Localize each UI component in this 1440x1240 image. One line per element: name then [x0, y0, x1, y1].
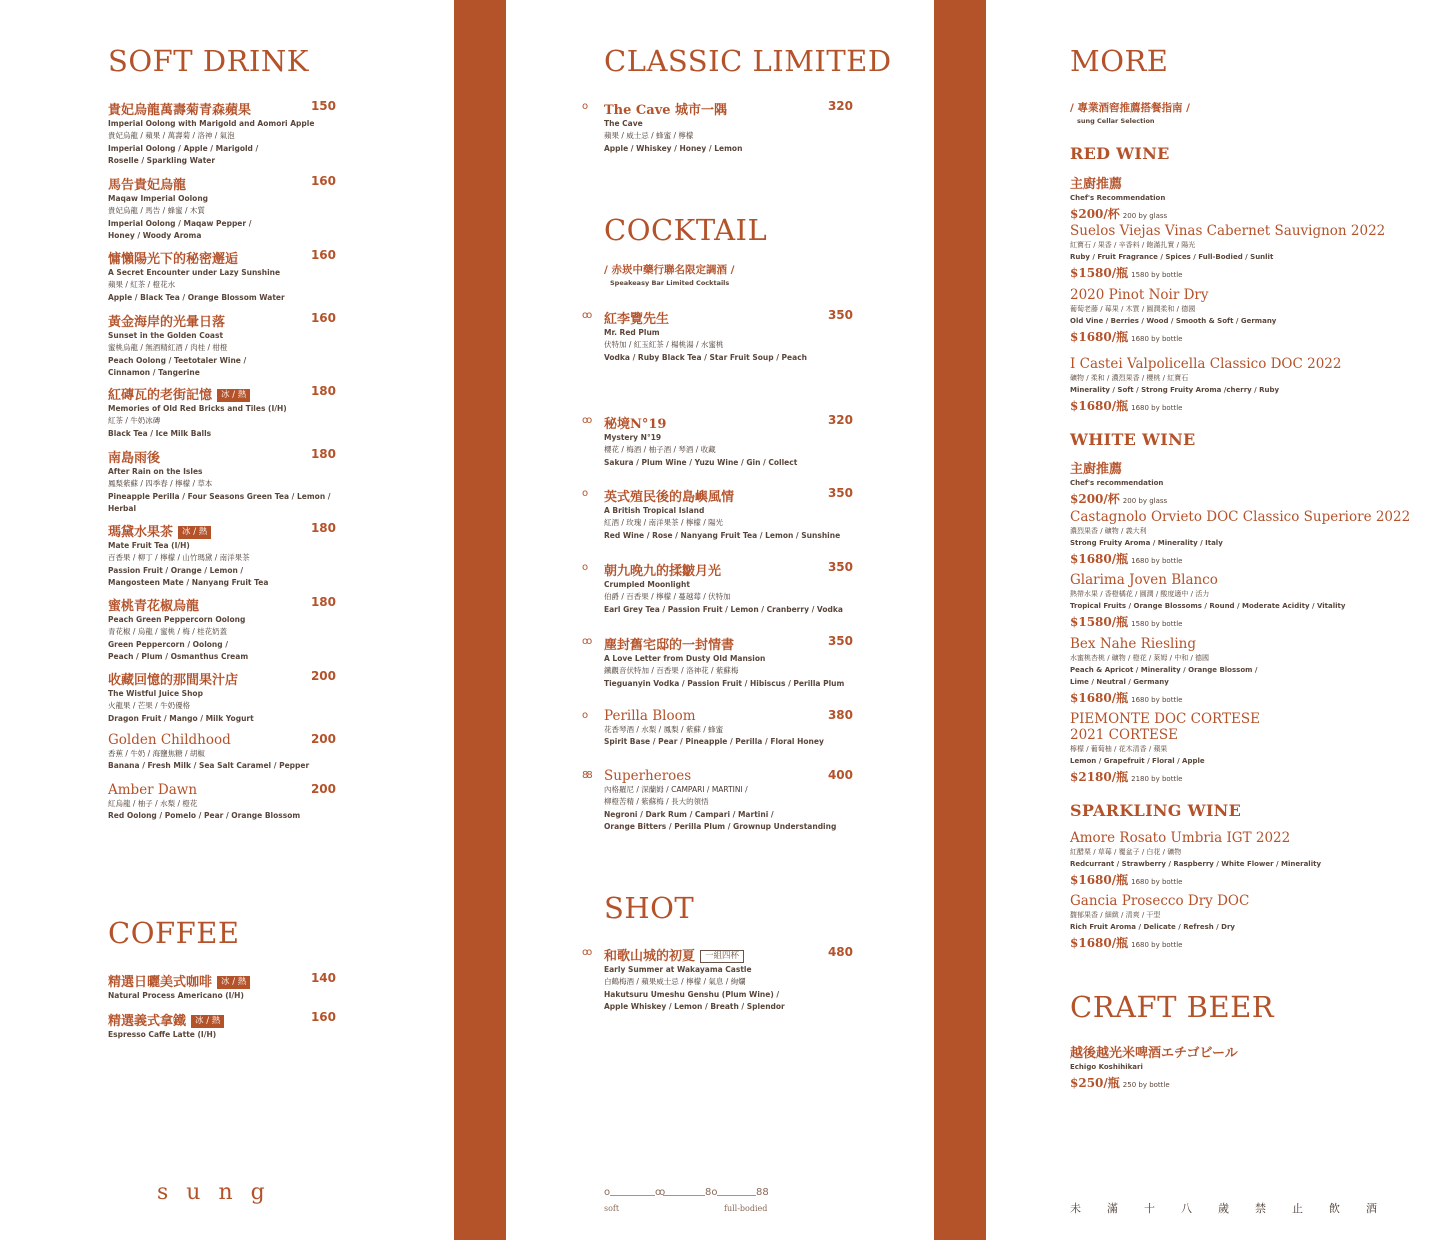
red-wine-title: RED WINE — [1070, 144, 1170, 163]
wine-item — [1070, 830, 1321, 888]
menu-item — [108, 174, 336, 243]
item-description: Peach / Plum / Osmanthus Cream — [108, 652, 249, 662]
item-description: The Cave — [604, 119, 643, 128]
column-left — [108, 0, 338, 1240]
wine-price-note: 1680 by bottle — [1131, 557, 1183, 565]
menu-item — [582, 560, 853, 616]
item-description: Maqaw Imperial Oolong — [108, 194, 209, 203]
temp-tag: 冰 / 熱 — [217, 976, 250, 989]
wine-name: 主廚推薦 — [1070, 462, 1123, 477]
item-description: Peach Oolong / Teetotaler Wine / — [108, 355, 247, 365]
menu-item — [582, 413, 853, 469]
cocktail-subtitle-cn: / 赤崁中藥行聯名限定調酒 / — [604, 264, 735, 276]
item-description: Memories of Old Red Bricks and Tiles (I/H) — [108, 404, 287, 413]
wine-price-note: 1680 by bottle — [1131, 696, 1183, 704]
wine-price-note: 2180 by bottle — [1131, 775, 1183, 783]
wine-notes: Chef's recommendation — [1070, 479, 1164, 487]
intensity-mark: 88 — [582, 770, 591, 781]
cocktail-subtitle-en: Speakeasy Bar Limited Cocktails — [610, 279, 730, 287]
intensity-mark: o — [582, 562, 587, 573]
item-name: 南島雨後 — [108, 451, 161, 466]
wine-price-note: 1580 by bottle — [1131, 271, 1183, 279]
menu-item — [108, 782, 336, 823]
menu-item — [582, 99, 853, 155]
item-price: 150 — [310, 99, 336, 113]
wine-notes: 熱帶水果 / 香橙橘花 / 圓潤 / 酸度適中 / 活力 — [1070, 590, 1210, 598]
intensity-mark: oo — [582, 636, 591, 647]
item-name: The Cave 城市一隅 — [604, 103, 728, 118]
wine-price: $1580/瓶 1580 by bottle — [1070, 615, 1183, 629]
wine-price-note: 1580 by bottle — [1131, 620, 1183, 628]
item-price: 480 — [827, 945, 853, 959]
wine-price: $1680/瓶 1680 by bottle — [1070, 552, 1183, 566]
wine-notes: Strong Fruity Aroma / Minerality / Italy — [1070, 539, 1223, 547]
wine-price: $1680/瓶 1680 by bottle — [1070, 873, 1183, 887]
menu-item — [582, 708, 853, 749]
wine-price: $200/杯 200 by glass — [1070, 492, 1168, 506]
wine-price-note: 1680 by bottle — [1131, 404, 1183, 412]
classic-limited-title: CLASSIC LIMITED — [604, 44, 892, 78]
item-description: Tieguanyin Vodka / Passion Fruit / Hibiscus / Perilla Plum — [604, 678, 845, 688]
menu-item — [108, 595, 336, 664]
item-price: 350 — [827, 486, 853, 500]
item-description: Crumpled Moonlight — [604, 580, 690, 589]
item-price: 180 — [310, 447, 336, 461]
wine-notes: 礦物 / 柔和 / 濃烈果香 / 櫻桃 / 紅寶石 — [1070, 374, 1189, 382]
item-description: Green Peppercorn / Oolong / — [108, 639, 228, 649]
item-price: 350 — [827, 634, 853, 648]
wine-name: Glarima Joven Blanco — [1070, 572, 1218, 588]
menu-item — [108, 447, 336, 516]
item-description: 花香琴酒 / 水梨 / 鳳梨 / 紫蘇 / 蜂蜜 — [604, 725, 724, 734]
item-name: 精選義式拿鐵 冰 / 熱 — [108, 1010, 336, 1029]
item-description: 白鶴梅酒 / 蘋果威士忌 / 檸檬 / 氣息 / 絢爛 — [604, 977, 746, 987]
item-price: 140 — [310, 971, 336, 985]
wine-price: $1580/瓶 1580 by bottle — [1070, 266, 1183, 280]
scale-soft-label: soft — [604, 1204, 620, 1213]
wine-notes: Redcurrant / Strawberry / Raspberry / White Flower / Minerality — [1070, 860, 1322, 868]
wine-notes: 紅寶石 / 果香 / 辛香料 / 飽滿扎實 / 陽光 — [1070, 241, 1196, 249]
wine-name: 2020 Pinot Noir Dry — [1070, 287, 1209, 303]
wine-item — [1070, 711, 1260, 785]
item-description: 伯爵 / 百香果 / 檸檬 / 蔓越莓 / 伏特加 — [604, 592, 731, 602]
item-description: 蘋果 / 紅茶 / 橙花水 — [108, 280, 176, 290]
item-description: Black Tea / Ice Milk Balls — [108, 428, 212, 438]
wine-item — [1070, 356, 1341, 414]
column-middle — [582, 0, 892, 1240]
item-description: Early Summer at Wakayama Castle — [604, 965, 752, 974]
scale-mark-4: 88 — [756, 1187, 769, 1198]
item-description: 櫻花 / 梅酒 / 柚子酒 / 琴酒 / 收藏 — [604, 445, 716, 455]
wine-notes: Minerality / Soft / Strong Fruity Aroma /cherry / Ruby — [1070, 386, 1280, 394]
wine-notes: Chef's Recommendation — [1070, 194, 1166, 202]
wine-notes: 檸檬 / 葡萄柚 / 花木清香 / 蘋果 — [1070, 745, 1168, 753]
item-price: 160 — [310, 1010, 336, 1024]
item-description: Herbal — [108, 504, 137, 514]
item-description: The Wistful Juice Shop — [108, 689, 203, 698]
item-price: 350 — [827, 560, 853, 574]
item-description: 紅酒 / 玫瑰 / 南洋果茶 / 檸檬 / 陽光 — [604, 518, 724, 528]
item-name: Perilla Bloom — [604, 708, 696, 724]
scale-mark-2: oo — [655, 1187, 664, 1198]
more-subtitle — [1070, 100, 1190, 127]
item-description: 柳橙苦精 / 紫蘇梅 / 長大的領悟 — [604, 797, 709, 807]
item-description: Apple Whiskey / Lemon / Breath / Splendor — [604, 1002, 785, 1012]
item-description: Cinnamon / Tangerine — [108, 368, 200, 378]
menu-item — [108, 384, 336, 440]
item-price: 160 — [310, 311, 336, 325]
item-price: 180 — [310, 521, 336, 535]
menu-item — [108, 732, 336, 773]
age-notice: 未滿十八歲禁止飲酒 — [1070, 1202, 1403, 1215]
wine-notes: 馥郁果香 / 細緻 / 清爽 / 干型 — [1070, 911, 1161, 919]
item-description: Sakura / Plum Wine / Yuzu Wine / Gin / Collect — [604, 457, 798, 467]
temp-tag: 冰 / 熱 — [191, 1015, 224, 1028]
item-name: 精選日曬美式咖啡 冰 / 熱 — [108, 971, 336, 990]
item-description: 火龍果 / 芒果 / 牛奶優格 — [108, 701, 191, 711]
item-description: Sunset in the Golden Coast — [108, 331, 224, 340]
menu-item — [582, 768, 853, 834]
item-description: Banana / Fresh Milk / Sea Salt Caramel / Pepper — [108, 761, 310, 771]
wine-price: $1680/瓶 1680 by bottle — [1070, 399, 1183, 413]
wine-name-line2: 2021 CORTESE — [1070, 727, 1178, 743]
item-description: Dragon Fruit / Mango / Milk Yogurt — [108, 713, 254, 723]
menu-item — [108, 971, 336, 1002]
wine-item — [1070, 173, 1167, 222]
item-description: Spirit Base / Pear / Pineapple / Perilla / Floral Honey — [604, 737, 824, 747]
wine-price-note: 200 by glass — [1122, 212, 1168, 220]
item-name: 慵懶陽光下的秘密邂逅 — [108, 252, 239, 267]
item-price: 320 — [827, 99, 853, 113]
craft-beer-title: CRAFT BEER — [1070, 990, 1275, 1024]
item-description: Apple / Whiskey / Honey / Lemon — [604, 143, 743, 153]
item-description: After Rain on the Isles — [108, 467, 203, 476]
left-divider-band — [454, 0, 506, 1240]
wine-item — [1070, 223, 1385, 281]
item-description: Negroni / Dark Rum / Campari / Martini / — [604, 809, 774, 819]
item-price: 200 — [310, 669, 336, 683]
item-name: 蜜桃青花椒烏龍 — [108, 599, 200, 614]
item-description: 鳳梨紫蘇 / 四季春 / 檸檬 / 草本 — [108, 479, 213, 489]
wine-price-note: 1680 by bottle — [1131, 941, 1183, 949]
intensity-mark: o — [582, 101, 587, 112]
wine-item — [1070, 893, 1249, 951]
item-description: 蜜桃烏龍 / 無酒精紅酒 / 肉桂 / 柑橙 — [108, 343, 228, 353]
item-description: 貴妃烏龍 / 馬告 / 蜂蜜 / 木質 — [108, 206, 205, 216]
item-description: Imperial Oolong with Marigold and Aomori Apple — [108, 119, 315, 128]
wine-name: Gancia Prosecco Dry DOC — [1070, 893, 1250, 909]
wine-notes: Lemon / Grapefruit / Floral / Apple — [1070, 757, 1205, 765]
coffee-title: COFFEE — [108, 916, 240, 950]
item-description: 貴妃烏龍 / 蘋果 / 萬壽菊 / 洛神 / 氣泡 — [108, 131, 235, 141]
cocktail-title: COCKTAIL — [604, 213, 768, 247]
wine-notes: 濃烈果香 / 礦物 / 義大利 — [1070, 527, 1147, 535]
item-name: 收藏回憶的那間果汁店 — [108, 673, 239, 688]
wine-price: $1680/瓶 1680 by bottle — [1070, 936, 1183, 950]
item-description: Mangosteen Mate / Nanyang Fruit Tea — [108, 578, 269, 588]
wine-notes: 紅醋栗 / 草莓 / 覆盆子 / 白花 / 礦物 — [1070, 848, 1182, 856]
item-description: Red Wine / Rose / Nanyang Fruit Tea / Lemon / Sunshine — [604, 530, 841, 540]
wine-name: 主廚推薦 — [1070, 177, 1123, 192]
item-description: Imperial Oolong / Maqaw Pepper / — [108, 218, 252, 228]
item-name: Amber Dawn — [108, 782, 198, 798]
wine-name: I Castei Valpolicella Classico DOC 2022 — [1070, 356, 1342, 372]
white-wine-title: WHITE WINE — [1070, 430, 1196, 449]
item-description: 鐵觀音伏特加 / 百香果 / 洛神花 / 紫蘇梅 — [604, 666, 739, 676]
cocktail-subtitle — [604, 262, 854, 289]
item-description: 伏特加 / 紅玉紅茶 / 楊桃湯 / 水蜜桃 — [604, 340, 724, 350]
item-name: 朝九晚九的揉皺月光 — [604, 564, 722, 579]
more-subtitle-cn: / 專業酒窖推薦搭餐指南 / — [1070, 102, 1190, 114]
item-price: 160 — [310, 174, 336, 188]
item-description: Red Oolong / Pomelo / Pear / Orange Blossom — [108, 811, 301, 821]
wine-name: Suelos Viejas Vinas Cabernet Sauvignon 2022 — [1070, 223, 1386, 239]
wine-notes: 葡萄老藤 / 莓果 / 木質 / 圓潤柔和 / 德國 — [1070, 305, 1196, 313]
item-name: 塵封舊宅邸的一封情書 — [604, 638, 735, 653]
menu-item — [582, 486, 853, 542]
wine-notes: Echigo Koshihikari — [1070, 1063, 1143, 1071]
item-name: Golden Childhood — [108, 732, 231, 748]
item-name: 和歌山城的初夏 一組四杯 — [604, 945, 853, 964]
item-description: 紅烏龍 / 柚子 / 水梨 / 橙花 — [108, 799, 198, 808]
intensity-mark: oo — [582, 415, 591, 426]
item-description: Earl Grey Tea / Passion Fruit / Lemon / Cranberry / Vodka — [604, 604, 843, 614]
shot-title: SHOT — [604, 891, 695, 925]
intensity-mark: oo — [582, 947, 591, 958]
wine-name: Amore Rosato Umbria IGT 2022 — [1070, 830, 1291, 846]
wine-price: $1680/瓶 1680 by bottle — [1070, 330, 1183, 344]
item-name: 英式殖民後的島嶼風情 — [604, 490, 735, 505]
item-description: Imperial Oolong / Apple / Marigold / — [108, 143, 259, 153]
item-description: Roselle / Sparkling Water — [108, 156, 216, 166]
menu-item — [108, 311, 336, 380]
item-price: 320 — [827, 413, 853, 427]
item-description: 蘋果 / 威士忌 / 蜂蜜 / 檸檬 — [604, 131, 694, 141]
wine-item — [1070, 1042, 1238, 1091]
temp-tag: 冰 / 熱 — [217, 389, 250, 402]
wine-name: 越後越光米啤酒エチゴビール — [1070, 1046, 1238, 1061]
wine-item — [1070, 287, 1276, 345]
wine-item — [1070, 636, 1257, 706]
item-description: Natural Process Americano (I/H) — [108, 991, 244, 1000]
item-name: 馬告貴妃烏龍 — [108, 178, 187, 193]
menu-item — [582, 634, 853, 690]
item-price: 400 — [827, 768, 853, 782]
item-price: 180 — [310, 595, 336, 609]
temp-tag: 冰 / 熱 — [178, 526, 211, 539]
column-right — [1070, 0, 1410, 1240]
scale-full-label: full-bodied — [724, 1204, 768, 1213]
soft-drink-title: SOFT DRINK — [108, 44, 309, 78]
item-description: 香蕉 / 牛奶 / 海鹽焦糖 / 胡椒 — [108, 749, 205, 758]
menu-item — [582, 945, 853, 1014]
body-scale — [604, 1186, 774, 1216]
wine-price: $200/杯 200 by glass — [1070, 207, 1168, 221]
intensity-mark: o — [582, 710, 587, 721]
item-description: 內格羅尼 / 深蘭姆 / CAMPARI / MARTINI / — [604, 785, 748, 794]
temp-tag: 一組四杯 — [700, 950, 744, 963]
sparkling-wine-title: SPARKLING WINE — [1070, 801, 1242, 820]
intensity-mark: o — [582, 488, 587, 499]
item-description: Mate Fruit Tea (I/H) — [108, 541, 190, 550]
wine-notes: Old Vine / Berries / Wood / Smooth & Soft / Germany — [1070, 317, 1277, 325]
brand-logo: sung — [157, 1180, 283, 1205]
item-price: 200 — [310, 732, 336, 746]
intensity-mark: oo — [582, 310, 591, 321]
wine-price: $250/瓶 250 by bottle — [1070, 1076, 1170, 1090]
wine-item — [1070, 458, 1167, 507]
item-description: A Secret Encounter under Lazy Sunshine — [108, 268, 281, 277]
wine-notes: 水蜜桃杏桃 / 礦物 / 橙花 / 萊姆 / 中和 / 德國 — [1070, 654, 1210, 662]
wine-price: $1680/瓶 1680 by bottle — [1070, 691, 1183, 705]
menu-item — [108, 521, 336, 590]
item-description: 紅茶 / 牛奶冰磚 — [108, 416, 161, 426]
item-name: 紅李覽先生 — [604, 312, 670, 327]
item-description: Espresso Caffe Latte (I/H) — [108, 1030, 217, 1039]
scale-mark-1: o — [604, 1187, 611, 1198]
item-description: 青花椒 / 烏龍 / 蜜桃 / 梅 / 桂花奶蓋 — [108, 627, 228, 637]
item-name: 瑪黛水果茶 冰 / 熱 — [108, 521, 336, 540]
wine-price-note: 200 by glass — [1122, 497, 1168, 505]
item-price: 350 — [827, 308, 853, 322]
scale-line — [610, 1195, 768, 1196]
wine-price-note: 250 by bottle — [1122, 1081, 1170, 1089]
item-name: Superheroes — [604, 768, 692, 784]
item-description: 百香果 / 柳丁 / 檸檬 / 山竹瑪黛 / 南洋果茶 — [108, 553, 250, 563]
more-subtitle-en: sung Cellar Selection — [1077, 117, 1155, 125]
more-title: MORE — [1070, 44, 1169, 78]
item-description: A British Tropical Island — [604, 506, 705, 515]
item-price: 160 — [310, 248, 336, 262]
wine-item — [1070, 572, 1345, 630]
wine-name: Bex Nahe Riesling — [1070, 636, 1197, 652]
item-name: 貴妃烏龍萬壽菊青森蘋果 — [108, 103, 252, 118]
item-name: 黃金海岸的光暈日落 — [108, 315, 226, 330]
item-price: 200 — [310, 782, 336, 796]
scale-mark-3: 8o — [705, 1187, 718, 1198]
wine-notes: Ruby / Fruit Fragrance / Spices / Full-Bodied / Sunlit — [1070, 253, 1274, 261]
item-description: Hakutsuru Umeshu Genshu (Plum Wine) / — [604, 989, 780, 999]
item-description: A Love Letter from Dusty Old Mansion — [604, 654, 766, 663]
wine-price-note: 1680 by bottle — [1131, 878, 1183, 886]
wine-name: Castagnolo Orvieto DOC Classico Superiore 2022 — [1070, 509, 1411, 525]
wine-notes: Peach & Apricot / Minerality / Orange Blossom / — [1070, 666, 1258, 674]
item-price: 380 — [827, 708, 853, 722]
item-description: Vodka / Ruby Black Tea / Star Fruit Soup / Peach — [604, 352, 807, 362]
item-name: 紅磚瓦的老街記憶 冰 / 熱 — [108, 384, 336, 403]
menu-item — [108, 669, 336, 725]
item-price: 180 — [310, 384, 336, 398]
wine-name: PIEMONTE DOC CORTESE — [1070, 711, 1260, 727]
wine-price: $2180/瓶 2180 by bottle — [1070, 770, 1183, 784]
item-description: Mystery N°19 — [604, 433, 662, 442]
item-description: Honey / Woody Aroma — [108, 231, 202, 241]
wine-notes: Rich Fruit Aroma / Delicate / Refresh / Dry — [1070, 923, 1235, 931]
item-description: Pineapple Perilla / Four Seasons Green Tea / Lemon / — [108, 491, 331, 501]
menu-item — [108, 99, 336, 168]
item-description: Orange Bitters / Perilla Plum / Grownup Understanding — [604, 822, 837, 832]
item-description: Passion Fruit / Orange / Lemon / — [108, 565, 244, 575]
menu-item — [108, 1010, 336, 1041]
wine-notes: Tropical Fruits / Orange Blossoms / Round / Moderate Acidity / Vitality — [1070, 602, 1346, 610]
menu-item — [582, 308, 853, 364]
menu-item — [108, 248, 336, 304]
wine-notes: Lime / Neutral / Germany — [1070, 678, 1169, 686]
right-divider-band — [934, 0, 986, 1240]
wine-price-note: 1680 by bottle — [1131, 335, 1183, 343]
item-name: 秘境N°19 — [604, 417, 667, 432]
item-description: Peach Green Peppercorn Oolong — [108, 615, 246, 624]
wine-item — [1070, 509, 1410, 567]
item-description: Mr. Red Plum — [604, 328, 660, 337]
item-description: Apple / Black Tea / Orange Blossom Water — [108, 292, 285, 302]
